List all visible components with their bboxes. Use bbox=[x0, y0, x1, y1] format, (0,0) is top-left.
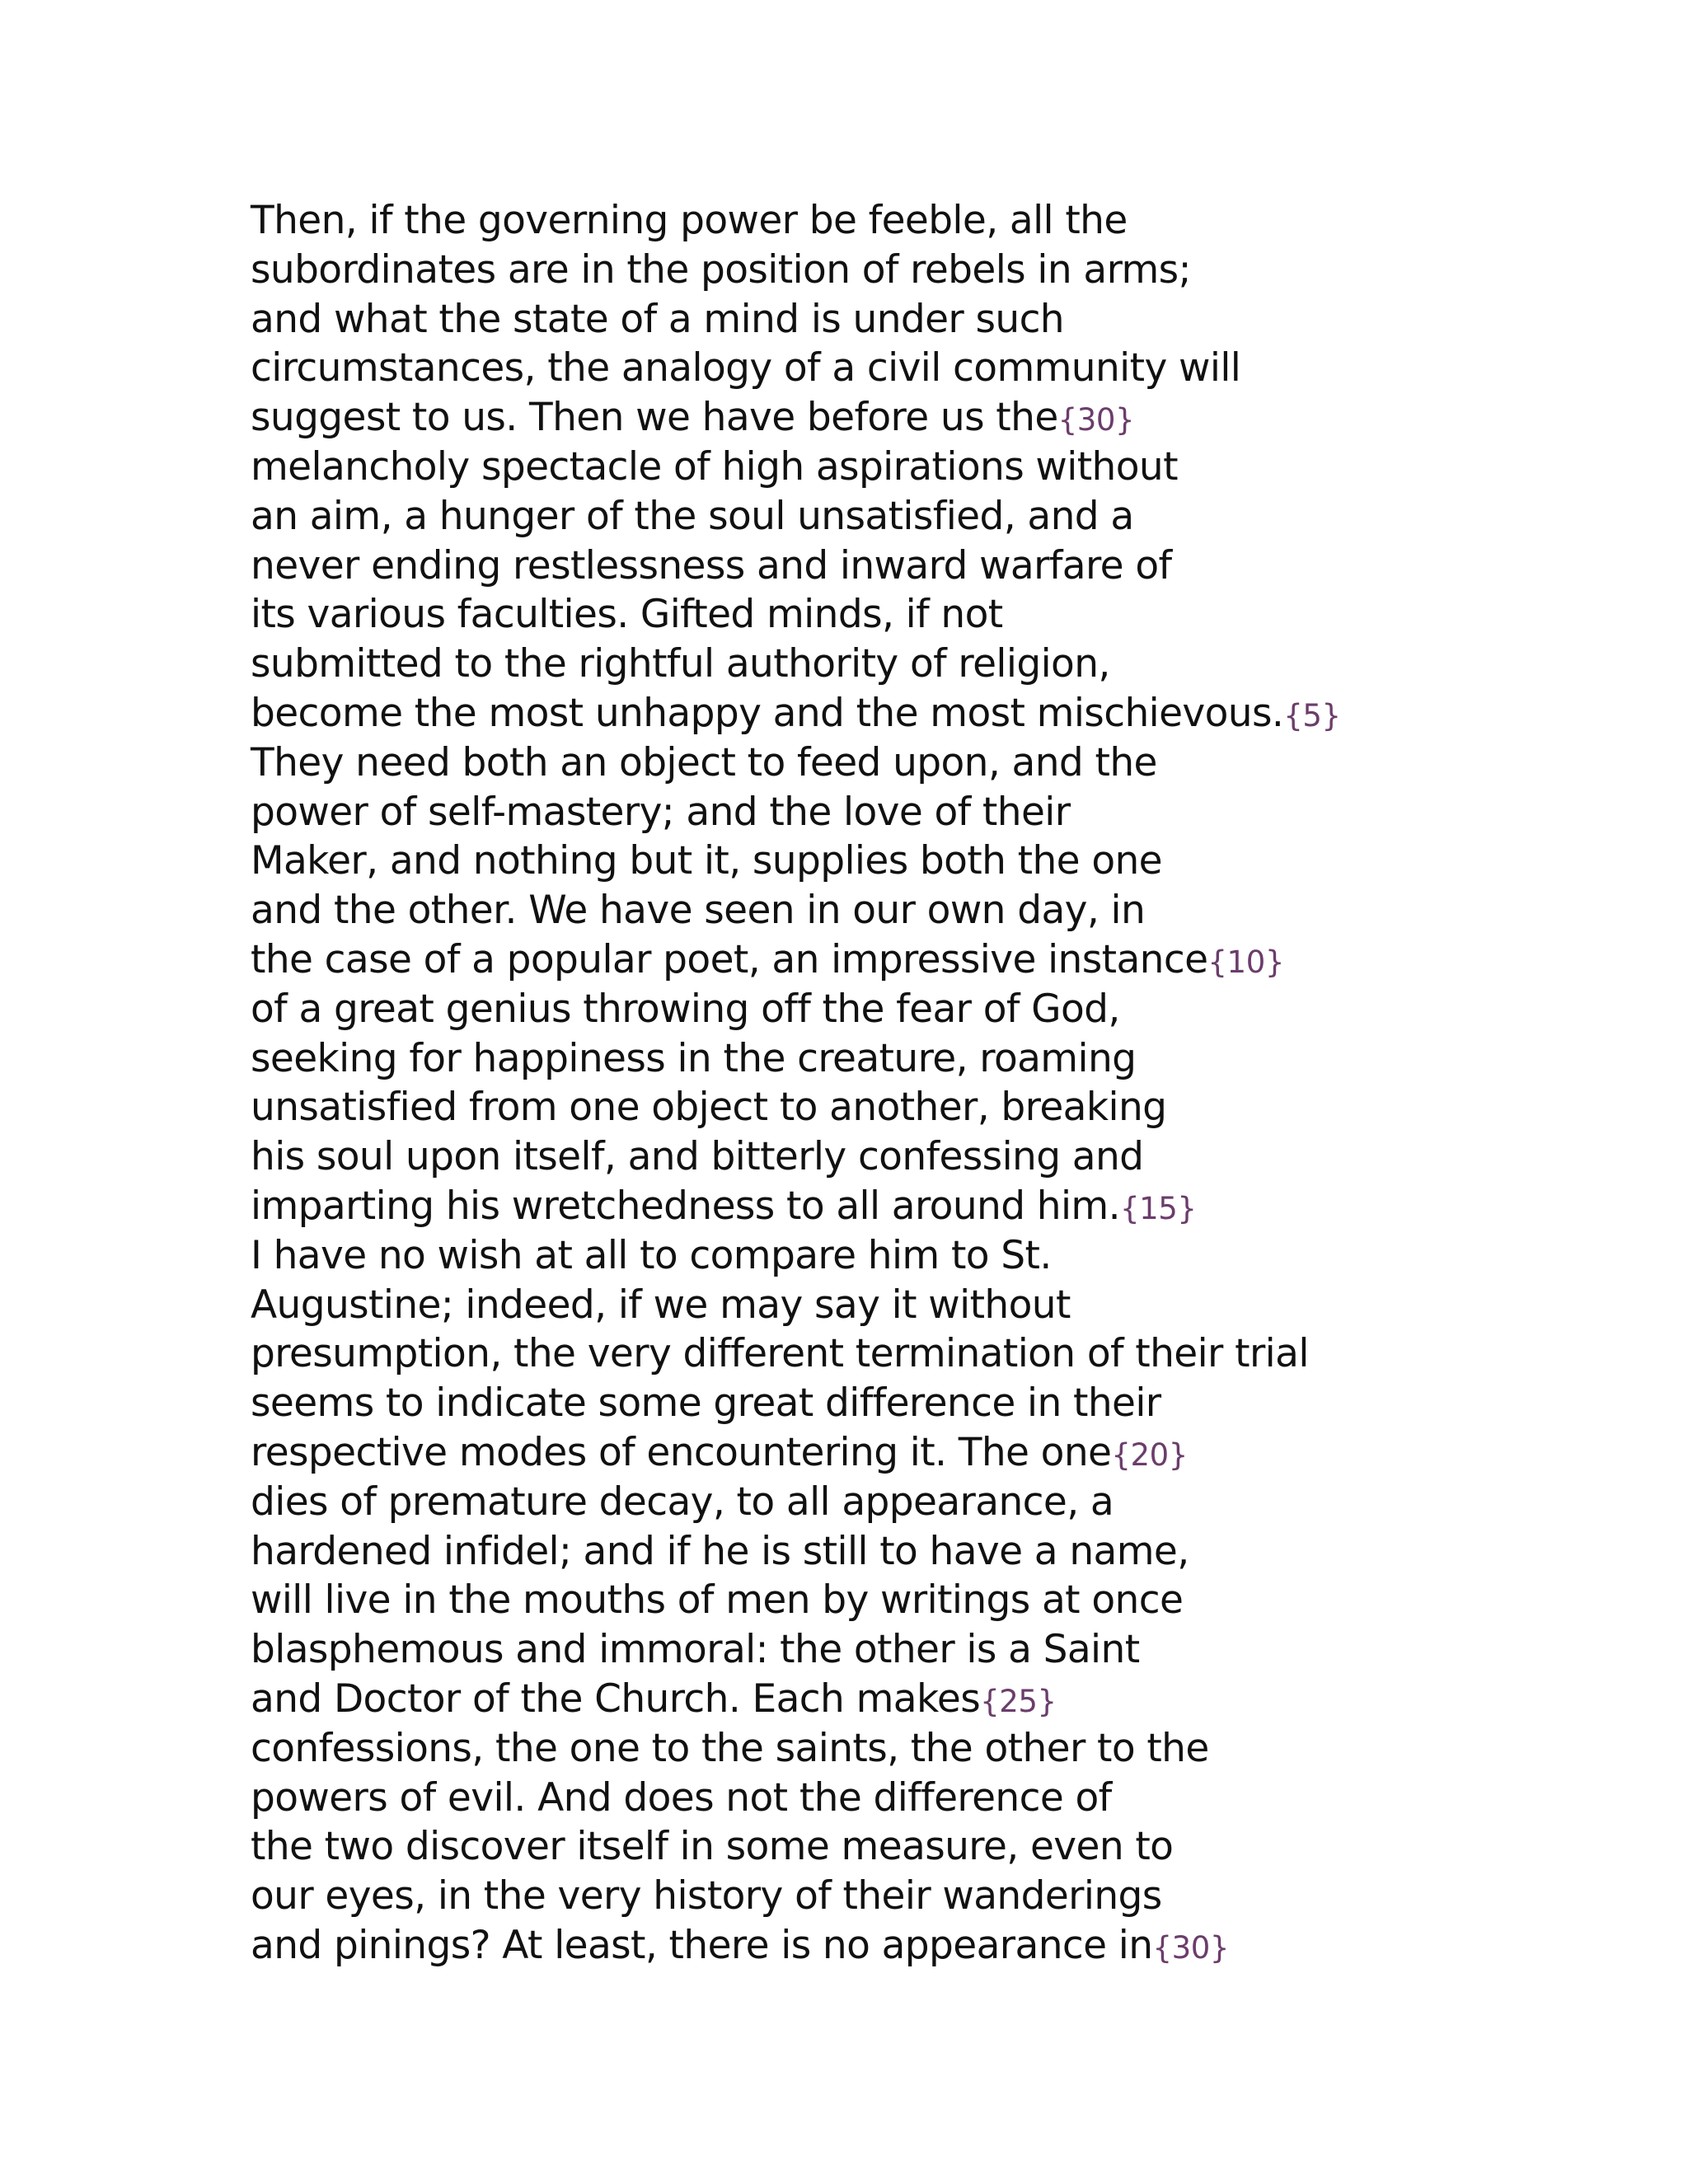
text-line bbox=[251, 837, 1569, 886]
line-text: confessions, the one to the saints, the other to the bbox=[251, 1725, 1209, 1771]
text-line bbox=[251, 1478, 1569, 1527]
line-text: dies of premature decay, to all appearance, a bbox=[251, 1479, 1114, 1525]
text-line bbox=[251, 541, 1569, 591]
text-line bbox=[251, 935, 1569, 985]
line-text: and the other. We have seen in our own day, in bbox=[251, 888, 1146, 934]
text-line bbox=[251, 1231, 1569, 1281]
text-line bbox=[251, 1527, 1569, 1577]
line-text: an aim, a hunger of the soul unsatisfied, and a bbox=[251, 493, 1134, 539]
text-line bbox=[251, 1281, 1569, 1330]
line-text: subordinates are in the position of rebels in arms; bbox=[251, 246, 1191, 293]
text-line bbox=[251, 295, 1569, 344]
line-text: powers of evil. And does not the difference of bbox=[251, 1774, 1112, 1821]
text-line bbox=[251, 492, 1569, 541]
line-text: presumption, the very different termination of their trial bbox=[251, 1331, 1309, 1377]
text-line bbox=[251, 1822, 1569, 1872]
line-text: and what the state of a mind is under such bbox=[251, 296, 1064, 342]
line-text: circumstances, the analogy of a civil community will bbox=[251, 345, 1241, 391]
text-line bbox=[251, 196, 1569, 246]
text-line bbox=[251, 1132, 1569, 1182]
text-line bbox=[251, 886, 1569, 935]
text-line bbox=[251, 1625, 1569, 1675]
text-line bbox=[251, 590, 1569, 640]
line-number-marker: {5} bbox=[1283, 697, 1341, 733]
text-line bbox=[251, 1034, 1569, 1084]
line-text: seems to indicate some great difference in their bbox=[251, 1380, 1161, 1427]
text-line bbox=[251, 393, 1569, 443]
text-line bbox=[251, 1872, 1569, 1921]
line-text: respective modes of encountering it. The one bbox=[251, 1429, 1112, 1475]
line-text: blasphemous and immoral: the other is a Saint bbox=[251, 1627, 1140, 1673]
line-text: unsatisfied from one object to another, breaking bbox=[251, 1085, 1167, 1131]
line-text: become the most unhappy and the most mischievous. bbox=[251, 690, 1284, 736]
text-line bbox=[251, 1921, 1569, 1971]
line-number-marker: {10} bbox=[1207, 944, 1284, 980]
line-text: suggest to us. Then we have before us the bbox=[251, 395, 1058, 441]
line-text: and pinings? At least, there is no appearance in bbox=[251, 1922, 1153, 1968]
text-line bbox=[251, 738, 1569, 788]
text-line bbox=[251, 1774, 1569, 1823]
line-number-marker: {25} bbox=[980, 1683, 1057, 1719]
line-text: Then, if the governing power be feeble, all the bbox=[251, 198, 1128, 243]
text-line bbox=[251, 1083, 1569, 1132]
text-line bbox=[251, 1724, 1569, 1774]
text-line bbox=[251, 1379, 1569, 1428]
line-text: its various faculties. Gifted minds, if not bbox=[251, 592, 1003, 638]
line-number-marker: {20} bbox=[1111, 1436, 1188, 1473]
text-line bbox=[251, 689, 1569, 738]
line-number-marker: {30} bbox=[1057, 402, 1135, 438]
text-line bbox=[251, 985, 1569, 1034]
body-text bbox=[251, 196, 1569, 1971]
line-text: Maker, and nothing but it, supplies both the one bbox=[251, 838, 1162, 884]
line-text: imparting his wretchedness to all around him. bbox=[251, 1183, 1120, 1229]
text-line bbox=[251, 1675, 1569, 1724]
line-text: our eyes, in the very history of their wanderings bbox=[251, 1873, 1162, 1919]
text-line bbox=[251, 1329, 1569, 1379]
line-text: hardened infidel; and if he is still to have a name, bbox=[251, 1528, 1189, 1574]
line-text: power of self-mastery; and the love of their bbox=[251, 789, 1071, 835]
line-number-marker: {30} bbox=[1152, 1929, 1230, 1966]
line-text: the two discover itself in some measure, even to bbox=[251, 1824, 1174, 1870]
line-text: will live in the mouths of men by writings at once bbox=[251, 1577, 1184, 1624]
text-line bbox=[251, 640, 1569, 689]
line-text: They need both an object to feed upon, and the bbox=[251, 739, 1157, 785]
line-text: melancholy spectacle of high aspirations without bbox=[251, 443, 1178, 490]
line-text: of a great genius throwing off the fear of God, bbox=[251, 986, 1120, 1032]
line-text: I have no wish at all to compare him to St. bbox=[251, 1232, 1052, 1278]
line-text: his soul upon itself, and bitterly confessing and bbox=[251, 1134, 1144, 1180]
text-line bbox=[251, 443, 1569, 492]
text-line bbox=[251, 1576, 1569, 1625]
line-text: and Doctor of the Church. Each makes bbox=[251, 1675, 981, 1722]
line-text: seeking for happiness in the creature, roaming bbox=[251, 1035, 1137, 1081]
text-line bbox=[251, 246, 1569, 295]
text-line bbox=[251, 788, 1569, 837]
line-text: never ending restlessness and inward warfare of bbox=[251, 542, 1172, 588]
text-line bbox=[251, 1428, 1569, 1478]
line-number-marker: {15} bbox=[1119, 1190, 1197, 1226]
line-text: Augustine; indeed, if we may say it without bbox=[251, 1282, 1071, 1328]
text-line bbox=[251, 1182, 1569, 1231]
line-text: the case of a popular poet, an impressive instance bbox=[251, 936, 1208, 982]
line-text: submitted to the rightful authority of religion, bbox=[251, 641, 1110, 687]
text-line bbox=[251, 344, 1569, 393]
